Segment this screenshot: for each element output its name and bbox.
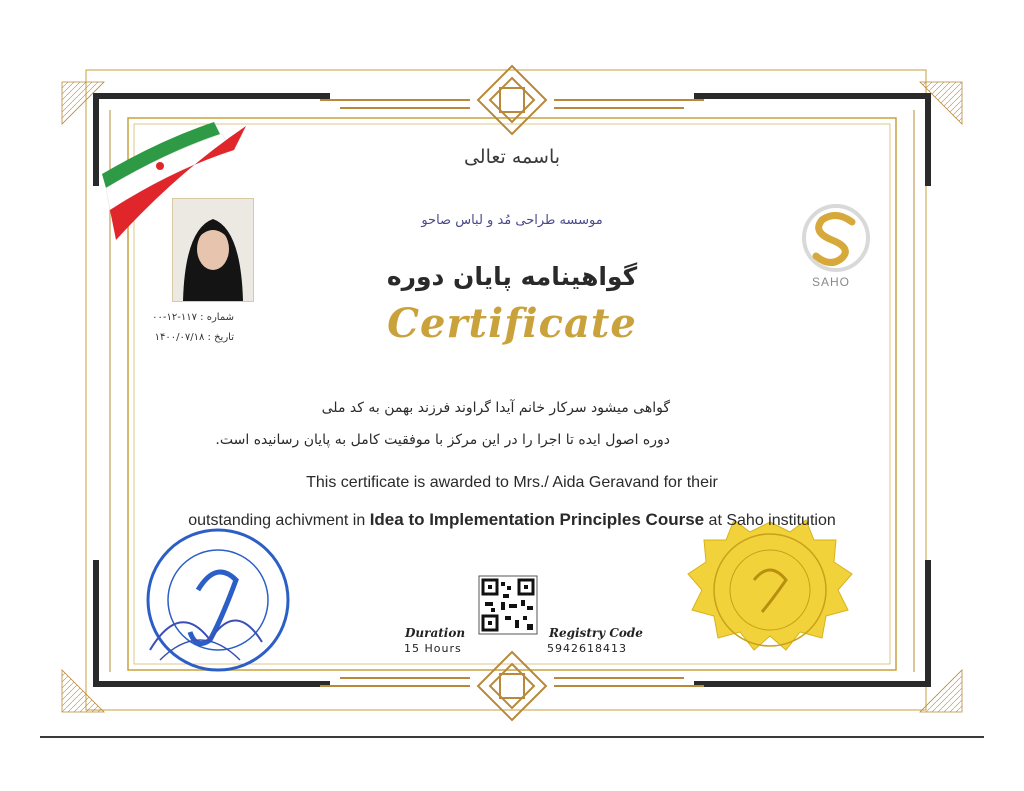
qr-code-icon	[479, 576, 537, 634]
certificate-title-fa: گواهینامه پایان دوره	[386, 262, 638, 291]
duration-value: 15 Hours	[404, 642, 462, 655]
logo-text: SAHO	[812, 275, 851, 289]
certificate-date: تاریخ : ۱۴۰۰/۰۷/۱۸	[154, 332, 234, 343]
body-text-en-post: at Saho institution	[704, 512, 836, 529]
gold-seal-icon	[688, 520, 852, 650]
course-name: Idea to Implementation Principles Course	[369, 510, 705, 529]
registry-code-label: Registry Code	[549, 626, 643, 640]
blue-stamp-icon	[148, 530, 288, 670]
duration-label: Duration	[405, 626, 466, 640]
body-text-fa-line2: دوره اصول ایده تا اجرا را در این مرکز با موفقیت کامل به پایان رسانیده است.	[215, 432, 670, 448]
certificate-number: شماره : ۱۱۷-۱۲-۰۰	[152, 312, 234, 323]
basmala: باسمه تعالی	[463, 146, 561, 168]
registry-code-value: 5942618413	[547, 642, 627, 655]
certificate-title-en: Certificate	[387, 300, 637, 347]
institute-name-fa: موسسه طراحی مُد و لباس صاحو	[421, 213, 603, 228]
body-text-en-line1: This certificate is awarded to Mrs./ Aida Geravand for their	[306, 474, 718, 491]
body-text-en-pre: outstanding achivment in	[188, 512, 370, 529]
body-text-fa-line1: گواهی میشود سرکار خانم آیدا گراوند فرزند بهمن به کد ملی	[321, 400, 670, 416]
body-text-en-line2	[0, 510, 1024, 530]
